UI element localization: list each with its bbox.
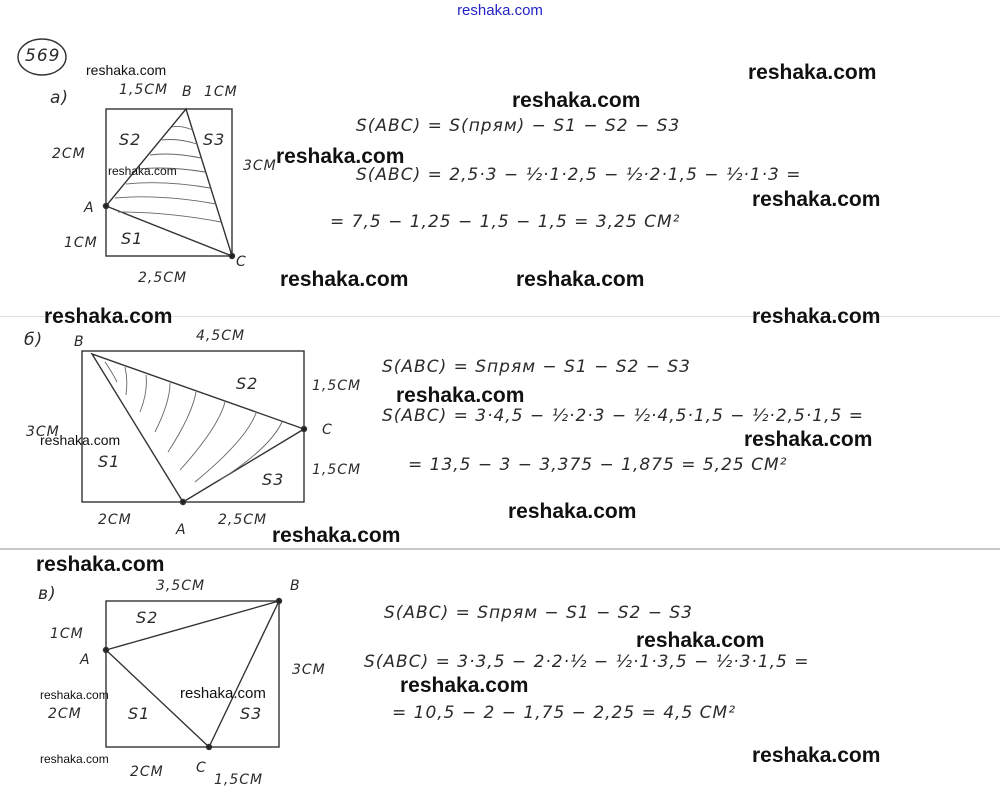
b-dim-right-top: 1,5CM — [312, 378, 362, 394]
watermark: reshaka.com — [272, 524, 401, 547]
b-equation-2: S(ABC) = 3·4,5 − ½·2·3 − ½·4,5·1,5 − ½·2,5·1,5 = — [382, 406, 864, 426]
c-region-s2: S2 — [136, 608, 159, 627]
c-equation-2: S(ABC) = 3·3,5 − 2·2·½ − ½·1·3,5 − ½·3·1,5 = — [364, 652, 810, 672]
a-dim-left-top: 2CM — [52, 146, 86, 162]
a-dim-right: 3CM — [243, 158, 277, 174]
b-point-b: B — [74, 334, 85, 350]
c-point-b: B — [290, 578, 301, 594]
watermark: reshaka.com — [752, 305, 881, 328]
separator-2 — [0, 548, 1000, 550]
watermark: reshaka.com — [752, 744, 881, 767]
b-dim-left: 3CM — [26, 424, 60, 440]
watermark: reshaka.com — [516, 268, 645, 291]
watermark: reshaka.com — [40, 432, 121, 448]
watermark: reshaka.com — [748, 61, 877, 84]
a-dim-bottom: 2,5CM — [138, 270, 188, 286]
b-equation-3: = 13,5 − 3 − 3,375 − 1,875 = 5,25 CM² — [408, 455, 788, 475]
watermark: reshaka.com — [280, 268, 409, 291]
c-dim-top: 3,5CM — [156, 578, 206, 594]
watermark: reshaka.com — [36, 553, 165, 576]
figure-c — [104, 599, 282, 750]
b-region-s2: S2 — [236, 374, 259, 393]
c-dim-bottom-right: 1,5CM — [214, 772, 264, 788]
b-dim-bottom-right: 2,5CM — [218, 512, 268, 528]
b-point-a: A — [176, 522, 187, 538]
c-dim-right: 3CM — [292, 662, 326, 678]
a-region-s1: S1 — [121, 229, 144, 248]
a-point-c: C — [236, 254, 247, 270]
c-point-c: C — [196, 760, 207, 776]
a-point-a: A — [84, 200, 95, 216]
b-point-c: C — [322, 422, 333, 438]
c-dim-left-bottom: 2CM — [48, 706, 82, 722]
watermark: reshaka.com — [276, 145, 405, 168]
c-equation-1: S(ABC) = Sпрям − S1 − S2 − S3 — [384, 603, 693, 623]
watermark: reshaka.com — [744, 428, 873, 451]
triangle-abc-c — [106, 601, 279, 747]
watermark: reshaka.com — [108, 164, 177, 178]
c-equation-3: = 10,5 − 2 − 1,75 − 2,25 = 4,5 CM² — [392, 703, 737, 723]
watermark: reshaka.com — [40, 752, 109, 766]
b-equation-1: S(ABC) = Sпрям − S1 − S2 − S3 — [382, 357, 691, 377]
a-dim-top-right: 1CM — [204, 84, 238, 100]
watermark: reshaka.com — [512, 89, 641, 112]
a-equation-1: S(ABC) = S(прям) − S1 − S2 − S3 — [356, 116, 681, 136]
task-number: 569 — [25, 46, 61, 66]
a-equation-3: = 7,5 − 1,25 − 1,5 − 1,5 = 3,25 CM² — [330, 212, 681, 232]
c-dim-left-top: 1CM — [50, 626, 84, 642]
c-region-s1: S1 — [128, 704, 151, 723]
c-region-s3: S3 — [240, 704, 263, 723]
watermark: reshaka.com — [40, 688, 109, 702]
part-a-letter: а) — [50, 88, 70, 108]
a-region-s3: S3 — [203, 130, 226, 149]
b-dim-top: 4,5CM — [196, 328, 246, 344]
site-link[interactable]: reshaka.com — [457, 2, 543, 19]
c-dim-bottom-left: 2CM — [130, 764, 164, 780]
b-region-s3: S3 — [262, 470, 285, 489]
watermark: reshaka.com — [180, 685, 266, 702]
watermark: reshaka.com — [400, 674, 529, 697]
a-point-b: B — [182, 84, 193, 100]
part-c-letter: в) — [38, 584, 57, 604]
c-point-a: A — [80, 652, 91, 668]
a-equation-2: S(ABC) = 2,5·3 − ½·1·2,5 − ½·2·1,5 − ½·1·3 = — [356, 165, 802, 185]
b-dim-right-bottom: 1,5CM — [312, 462, 362, 478]
a-region-s2: S2 — [119, 130, 142, 149]
watermark: reshaka.com — [44, 305, 173, 328]
b-dim-bottom-left: 2CM — [98, 512, 132, 528]
watermark: reshaka.com — [508, 500, 637, 523]
watermark: reshaka.com — [636, 629, 765, 652]
a-dim-left-bottom: 1CM — [64, 235, 98, 251]
watermark: reshaka.com — [752, 188, 881, 211]
watermark: reshaka.com — [86, 62, 167, 78]
b-region-s1: S1 — [98, 452, 121, 471]
watermark: reshaka.com — [396, 384, 525, 407]
a-dim-top-left: 1,5CM — [119, 82, 169, 98]
part-b-letter: б) — [24, 330, 44, 350]
